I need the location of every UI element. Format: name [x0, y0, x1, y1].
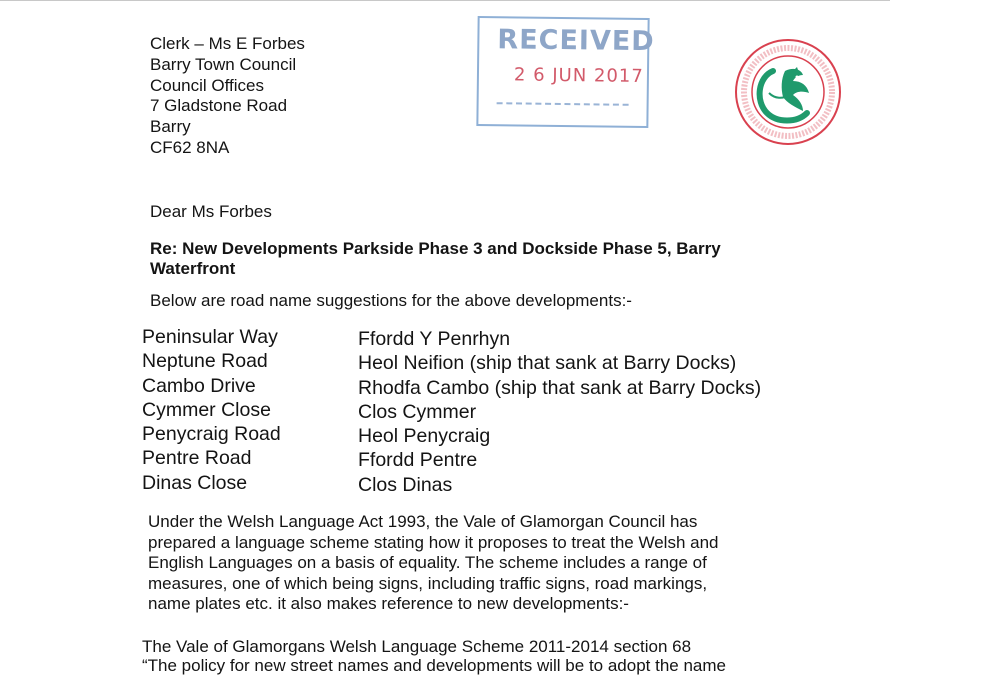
- paragraph-line: prepared a language scheme stating how it proposes to treat the Welsh and: [148, 532, 719, 552]
- address-line: Barry Town Council: [150, 54, 297, 74]
- salutation: Dear Ms Forbes: [150, 202, 272, 221]
- paragraph-line: English Languages on a basis of equality. The scheme includes a range of: [148, 553, 707, 572]
- road-name-welsh: Ffordd Y Penrhyn: [358, 328, 511, 350]
- road-name-english: Cambo Drive: [142, 374, 256, 397]
- body-paragraph: [148, 512, 719, 615]
- road-name-welsh: Ffordd Pentre: [358, 449, 478, 472]
- paragraph-line: measures, one of which being signs, including traffic signs, road markings,: [148, 573, 708, 593]
- road-name-welsh: Heol Penycraig: [358, 425, 491, 448]
- subject-heading: [150, 239, 721, 279]
- road-name-english: Pentre Road: [142, 447, 252, 470]
- recipient-address: [150, 34, 305, 159]
- road-name-welsh: Clos Dinas: [358, 473, 453, 496]
- subject-line: Waterfront: [150, 259, 236, 278]
- road-name-english: Neptune Road: [142, 350, 268, 373]
- road-name-english: Dinas Close: [142, 471, 248, 494]
- stamp-dashed-line: [497, 102, 629, 106]
- stamp-title: RECEIVED: [497, 24, 655, 58]
- road-name-welsh: Clos Cymmer: [358, 400, 477, 423]
- address-line: Barry: [150, 117, 191, 137]
- road-name-english: Cymmer Close: [142, 398, 271, 421]
- subject-line: Re: New Developments Parkside Phase 3 and Dockside Phase 5, Barry: [150, 239, 721, 258]
- address-line: Clerk – Ms E Forbes: [150, 34, 305, 53]
- road-name-welsh: Rhodfa Cambo (ship that sank at Barry Docks): [358, 376, 762, 399]
- intro-text: Below are road name suggestions for the above developments:-: [150, 291, 632, 310]
- policy-quote: “The policy for new street names and developments will be to adopt the name: [142, 656, 726, 675]
- stamp-date: 2 6 JUN 2017: [513, 64, 644, 87]
- address-line: Council Offices: [150, 75, 265, 95]
- page-edge: [0, 0, 890, 1]
- welsh-dragon-seal-icon: [733, 37, 843, 147]
- address-line: 7 Gladstone Road: [150, 96, 288, 116]
- road-name-english: Peninsular Way: [142, 326, 278, 348]
- paragraph-line: Under the Welsh Language Act 1993, the Vale of Glamorgan Council has: [148, 512, 698, 531]
- paragraph-line: name plates etc. it also makes reference to new developments:-: [148, 594, 629, 613]
- address-line: CF62 8NA: [150, 137, 230, 157]
- road-name-welsh: Heol Neifion (ship that sank at Barry Docks): [358, 352, 737, 375]
- received-stamp: [476, 16, 655, 128]
- scheme-heading: The Vale of Glamorgans Welsh Language Scheme 2011-2014 section 68: [142, 637, 692, 656]
- road-name-english: Penycraig Road: [142, 423, 281, 446]
